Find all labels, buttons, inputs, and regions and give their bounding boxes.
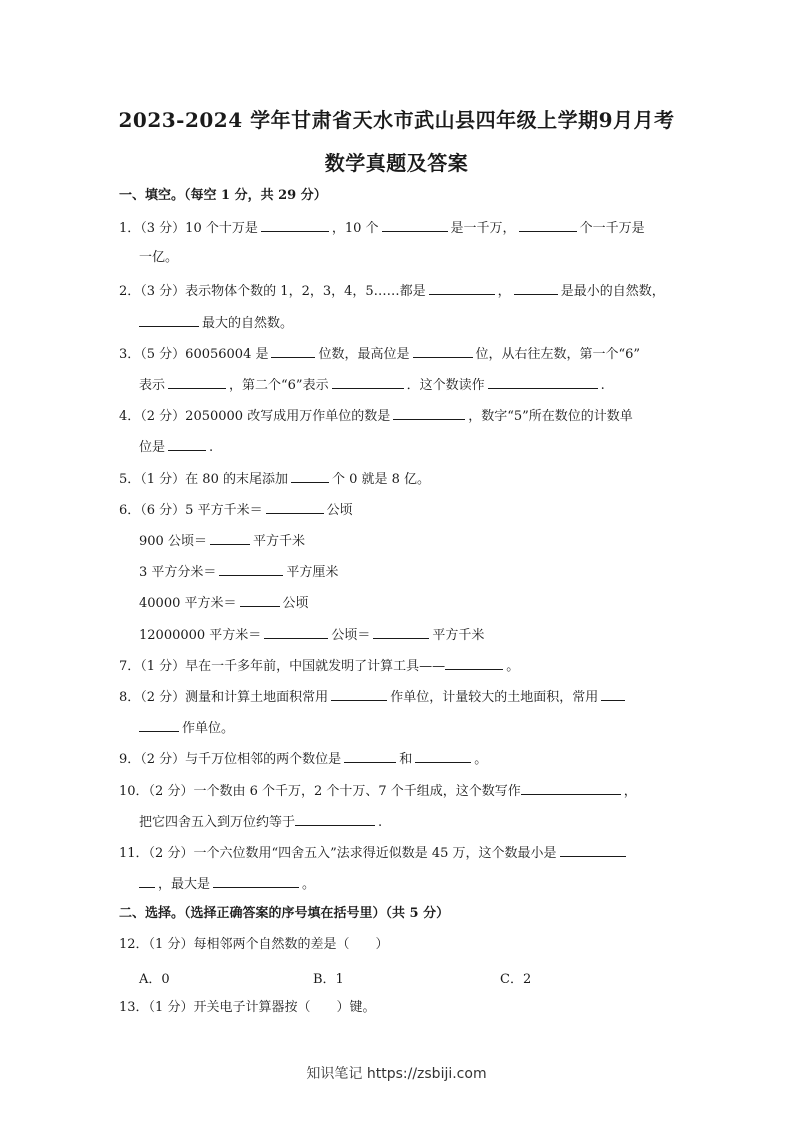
question-9: 9．（2 分）与千万位相邻的两个数位是 和 。 — [119, 749, 487, 769]
answer-blank — [373, 625, 429, 639]
question-6-part3: 3 平方分米＝ 平方厘米 — [139, 562, 338, 582]
answer-blank — [519, 218, 577, 232]
question-11-cont: ，最大是 。 — [139, 874, 315, 894]
answer-blank — [488, 375, 598, 389]
question-1: 1．（3 分）10 个十万是 ，10 个 是一千万， 个一千万是 — [119, 218, 645, 238]
question-10-cont: 把它四舍五入到万位约等于 . — [139, 812, 382, 832]
question-6-part2: 900 公顷＝ 平方千米 — [139, 531, 305, 551]
question-6: 6．（6 分）5 平方千米＝ 公顷 — [119, 500, 353, 520]
answer-blank — [240, 593, 280, 607]
question-3: 3．（5 分）60056004 是 位数，最高位是 位，从右往左数，第一个“6” — [119, 344, 640, 364]
question-8-cont: 作单位。 — [139, 718, 234, 738]
question-3-cont: 表示 ，第二个“6”表示 ．这个数读作 . — [139, 375, 605, 395]
answer-blank — [344, 749, 396, 763]
answer-blank — [601, 687, 625, 701]
option-a: A．0 — [139, 972, 170, 987]
question-10: 10．（2 分）一个数由 6 个千万，2 个十万、7 个千组成，这个数写作 ， — [119, 781, 637, 801]
question-12: 12．（1 分）每相邻两个自然数的差是（ ） — [119, 937, 389, 952]
question-8: 8．（2 分）测量和计算土地面积常用 作单位，计量较大的土地面积，常用 — [119, 687, 628, 707]
answer-blank — [521, 781, 621, 795]
answer-blank — [168, 375, 226, 389]
answer-blank — [213, 874, 299, 888]
question-2: 2．（3 分）表示物体个数的 1，2，3，4，5……都是 ， 是最小的自然数， — [119, 281, 665, 301]
question-1-cont: 一亿。 — [139, 250, 179, 265]
answer-blank — [415, 749, 471, 763]
answer-blank — [445, 656, 503, 670]
document-title-line2: 数学真题及答案 — [324, 151, 469, 175]
answer-blank — [271, 344, 315, 358]
answer-blank — [295, 812, 375, 826]
answer-blank — [332, 375, 404, 389]
answer-blank — [168, 437, 206, 451]
answer-blank — [210, 531, 250, 545]
answer-blank — [266, 500, 324, 514]
option-c: C．2 — [500, 972, 532, 987]
answer-blank — [413, 344, 473, 358]
answer-blank — [560, 843, 626, 857]
answer-blank — [331, 687, 387, 701]
answer-blank — [264, 625, 328, 639]
question-4-cont: 位是 . — [139, 437, 213, 457]
answer-blank — [261, 218, 329, 232]
question-2-cont: 最大的自然数。 — [139, 313, 293, 333]
option-b: B．1 — [313, 972, 344, 987]
answer-blank — [219, 562, 283, 576]
answer-blank — [429, 281, 495, 295]
footer-watermark: 知识笔记 https://zsbiji.com — [306, 1066, 487, 1082]
answer-blank — [139, 874, 155, 888]
answer-blank — [514, 281, 558, 295]
question-5: 5．（1 分）在 80 的末尾添加 个 0 就是 8 亿。 — [119, 469, 430, 489]
answer-blank — [393, 406, 465, 420]
section1-heading: 一、填空。（每空 1 分，共 29 分） — [119, 188, 327, 203]
question-7: 7．（1 分）早在一千多年前，中国就发明了计算工具—— 。 — [119, 656, 519, 676]
question-4: 4．（2 分）2050000 改写成用万作单位的数是 ，数字“5”所在数位的计数单 — [119, 406, 633, 426]
answer-blank — [139, 313, 199, 327]
answer-blank — [291, 469, 329, 483]
answer-blank — [139, 718, 179, 732]
question-6-part5: 12000000 平方米＝ 公顷＝ 平方千米 — [139, 625, 484, 645]
question-13: 13．（1 分）开关电子计算器按（ ）键。 — [119, 1000, 376, 1015]
answer-blank — [382, 218, 448, 232]
section2-heading: 二、选择。（选择正确答案的序号填在括号里）（共 5 分） — [119, 906, 450, 921]
question-6-part4: 40000 平方米＝ 公顷 — [139, 593, 309, 613]
document-title-line1: 2023-2024 学年甘肃省天水市武山县四年级上学期9月月考 — [118, 108, 675, 132]
question-11: 11．（2 分）一个六位数用“四舍五入”法求得近似数是 45 万，这个数最小是 — [119, 843, 629, 863]
